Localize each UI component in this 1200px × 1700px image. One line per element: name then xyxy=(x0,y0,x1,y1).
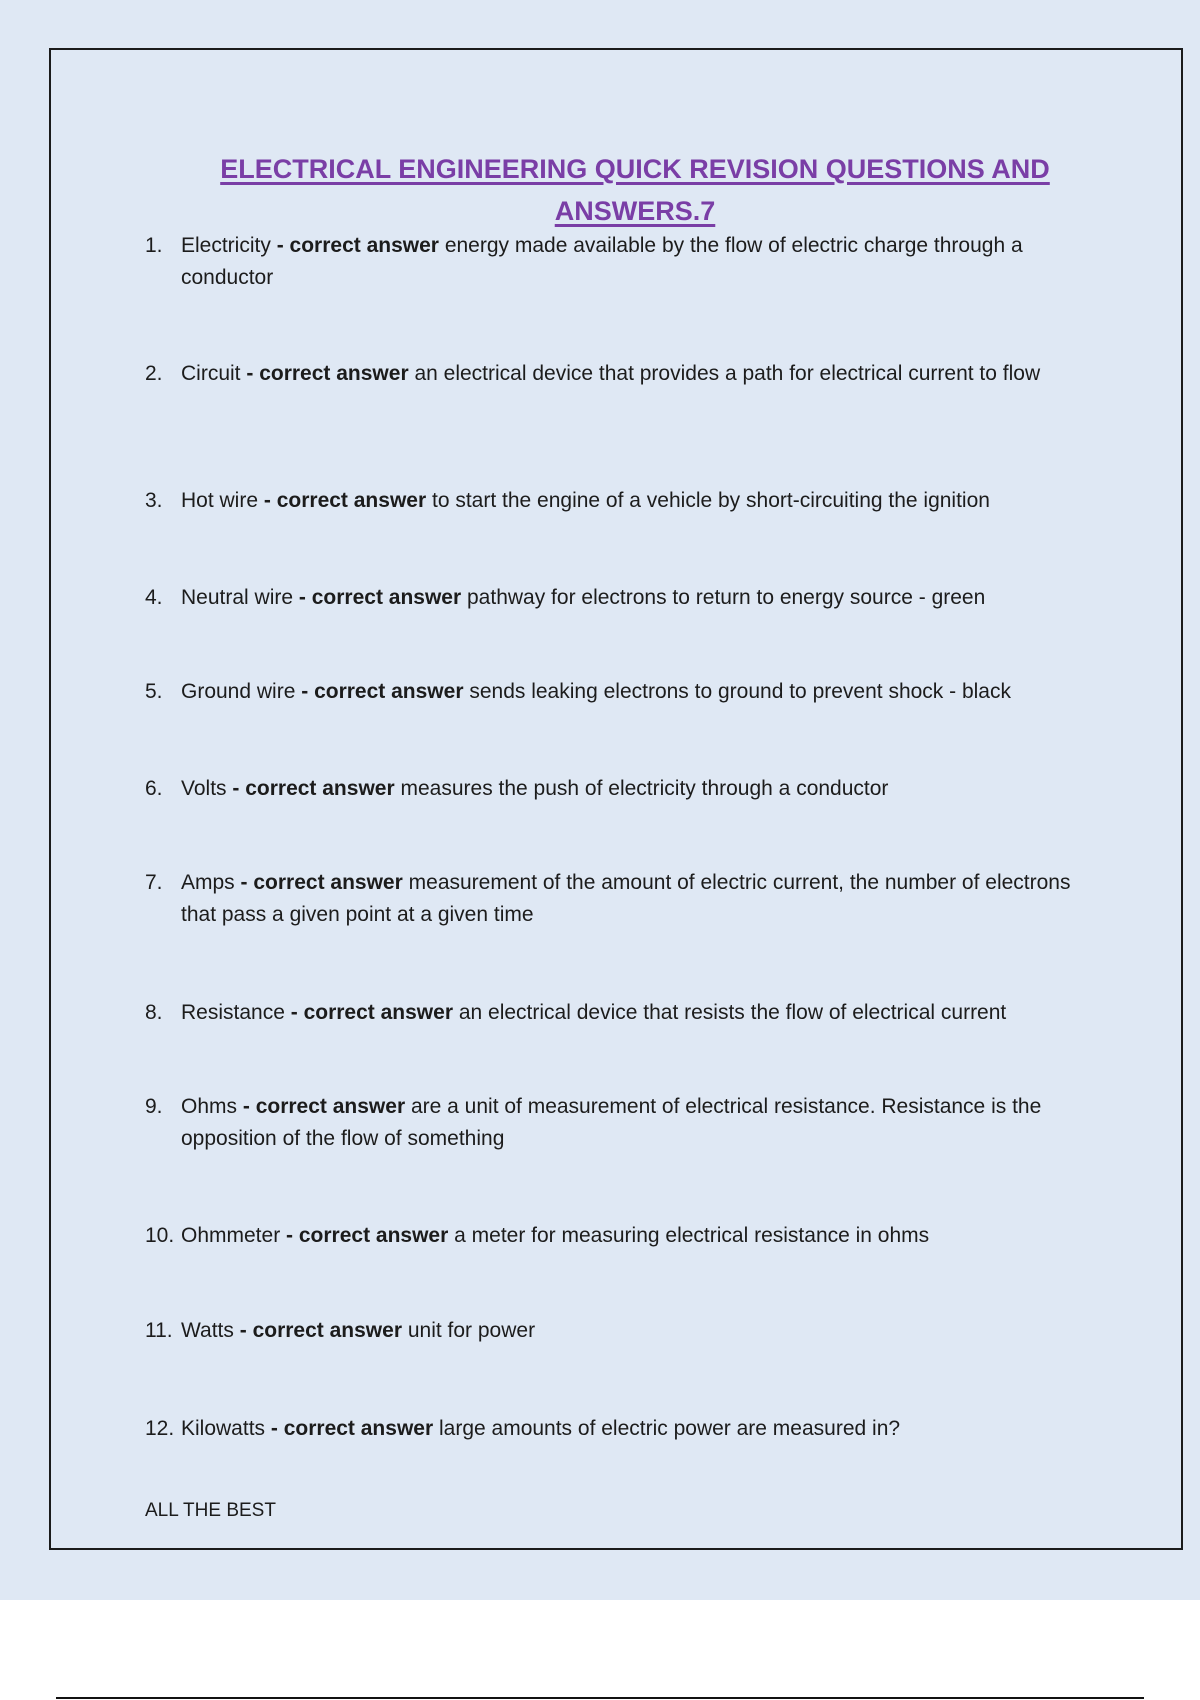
answer-label: correct answer xyxy=(245,777,395,800)
item-answer: a meter for measuring electrical resistance in ohms xyxy=(454,1224,930,1247)
qa-item xyxy=(145,1220,1105,1252)
item-term: Volts xyxy=(181,777,227,800)
answer-label: correct answer xyxy=(276,489,427,512)
item-separator: - xyxy=(290,1001,298,1024)
item-answer: large amounts of electric power are measured in? xyxy=(438,1417,901,1440)
item-separator: - xyxy=(298,586,306,609)
answer-label: correct answer xyxy=(314,680,464,703)
item-separator: - xyxy=(246,362,254,385)
item-term: Circuit xyxy=(181,362,241,385)
answer-label: correct answer xyxy=(253,871,403,894)
item-body xyxy=(181,1220,1105,1252)
item-number: 2. xyxy=(145,362,163,385)
item-body xyxy=(181,485,1105,517)
item-answer: measures the push of electricity through a conductor xyxy=(400,777,889,800)
item-separator: - xyxy=(276,234,284,257)
answer-label: correct answer xyxy=(283,1417,434,1440)
item-term: Ground wire xyxy=(181,680,296,703)
item-number: 10. xyxy=(145,1224,175,1247)
item-separator: - xyxy=(301,680,309,703)
qa-item xyxy=(145,1315,1105,1347)
item-answer: to start the engine of a vehicle by short-circuiting the ignition xyxy=(431,489,990,512)
qa-item xyxy=(145,1413,1105,1445)
item-term: Neutral wire xyxy=(181,586,294,609)
qa-item xyxy=(145,867,1105,931)
item-term: Kilowatts xyxy=(181,1417,266,1440)
item-number: 4. xyxy=(145,586,163,609)
qa-item xyxy=(145,582,1105,614)
item-body xyxy=(181,867,1105,931)
item-number: 7. xyxy=(145,871,163,894)
closing-note: ALL THE BEST xyxy=(145,1500,276,1521)
bottom-divider xyxy=(56,1697,1144,1699)
qa-item xyxy=(145,485,1105,517)
qa-item xyxy=(145,358,1105,390)
item-separator: - xyxy=(242,1095,250,1118)
item-number: 12. xyxy=(145,1417,175,1440)
item-answer: are a unit of measurement of electrical resistance. Resistance is the opposition of the flow of something xyxy=(181,1095,1042,1150)
item-answer: measurement of the amount of electric current, the number of electrons that pass a given point at a given time xyxy=(181,871,1071,926)
answer-label: correct answer xyxy=(252,1319,402,1342)
item-answer: unit for power xyxy=(407,1319,536,1342)
item-separator: - xyxy=(286,1224,294,1247)
item-term: Amps xyxy=(181,871,235,894)
item-body xyxy=(181,1091,1105,1155)
item-answer: an electrical device that resists the flow of electrical current xyxy=(458,1001,1007,1024)
item-answer: energy made available by the flow of electric charge through a conductor xyxy=(181,234,1023,289)
item-body xyxy=(181,582,1105,614)
item-separator: - xyxy=(263,489,271,512)
item-answer: pathway for electrons to return to energy source - green xyxy=(467,586,986,609)
item-body xyxy=(181,230,1105,294)
item-number: 3. xyxy=(145,489,163,512)
item-separator: - xyxy=(270,1417,278,1440)
answer-label: correct answer xyxy=(298,1224,449,1247)
item-body xyxy=(181,676,1105,708)
item-number: 11. xyxy=(145,1319,173,1342)
item-number: 9. xyxy=(145,1095,163,1118)
item-term: Resistance xyxy=(181,1001,285,1024)
item-number: 1. xyxy=(145,234,163,257)
item-body xyxy=(181,358,1105,390)
document-title: ELECTRICAL ENGINEERING QUICK REVISION QUESTIONS AND ANSWERS.7 xyxy=(220,154,1050,226)
item-term: Hot wire xyxy=(181,489,259,512)
qa-item xyxy=(145,997,1105,1029)
item-number: 6. xyxy=(145,777,163,800)
item-answer: sends leaking electrons to ground to prevent shock - black xyxy=(469,680,1011,703)
qa-item xyxy=(145,1091,1105,1155)
item-answer: an electrical device that provides a path for electrical current to flow xyxy=(414,362,1041,385)
item-number: 8. xyxy=(145,1001,163,1024)
item-number: 5. xyxy=(145,680,163,703)
item-separator: - xyxy=(240,871,248,894)
item-separator: - xyxy=(232,777,240,800)
item-body xyxy=(181,773,1105,805)
qa-item xyxy=(145,230,1105,294)
item-term: Ohms xyxy=(181,1095,238,1118)
answer-label: correct answer xyxy=(255,1095,406,1118)
item-separator: - xyxy=(239,1319,247,1342)
item-body xyxy=(181,1413,1105,1445)
answer-label: correct answer xyxy=(311,586,462,609)
item-term: Electricity xyxy=(181,234,271,257)
item-term: Watts xyxy=(181,1319,234,1342)
answer-label: correct answer xyxy=(303,1001,453,1024)
answer-label: correct answer xyxy=(259,362,409,385)
item-body xyxy=(181,997,1105,1029)
item-body xyxy=(181,1315,1105,1347)
qa-item xyxy=(145,676,1105,708)
answer-label: correct answer xyxy=(289,234,439,257)
item-term: Ohmmeter xyxy=(181,1224,281,1247)
qa-item xyxy=(145,773,1105,805)
